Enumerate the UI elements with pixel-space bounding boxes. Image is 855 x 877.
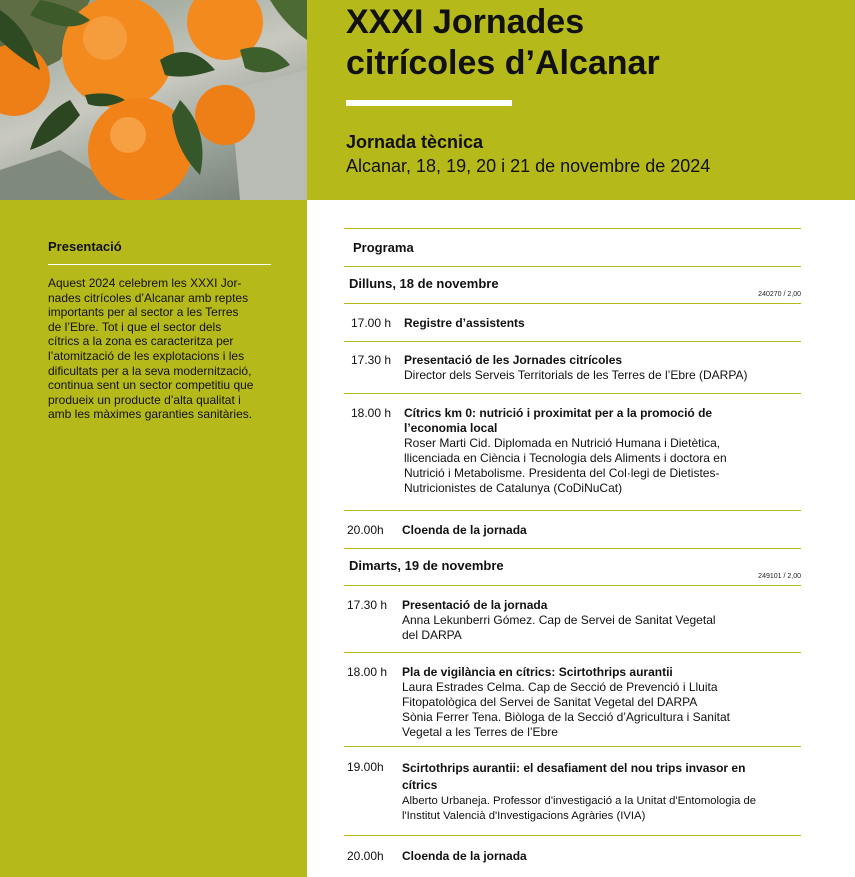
session-speaker: Alberto Urbaneja. Professor d'investigació a la Unitat d'Entomologia de	[402, 795, 757, 807]
session-title: Cítrics km 0: nutrició i proximitat per a la promoció de l’economia local	[404, 406, 713, 435]
presentation-line: nades citrícoles d’Alcanar amb reptes	[48, 290, 249, 305]
session-time: 20.00h	[347, 523, 384, 537]
presentation-line: Aquest 2024 celebrem les XXXI Jor-	[48, 276, 242, 290]
session-speaker: Director dels Serveis Territorials de les Terres de l’Ebre (DARPA)	[404, 368, 748, 382]
session-item	[344, 394, 801, 510]
session-details	[404, 353, 796, 383]
session-speaker: Nutrició i Metabolisme. Presidenta del Col·legi de Dietistes-	[404, 466, 720, 480]
session-time: 19.00h	[347, 760, 384, 774]
course-code: 249101 / 2,00	[758, 573, 801, 580]
presentation-line: l’atomització de les explotacions i les	[48, 348, 245, 363]
session-time: 20.00h	[347, 849, 384, 863]
session-speaker: Fitopatològica del Servei de Sanitat Vegetal del DARPA	[402, 695, 698, 709]
session-details	[404, 406, 764, 496]
presentation-panel	[0, 200, 307, 877]
session-title: Cloenda de la jornada	[402, 849, 527, 863]
session-item	[344, 342, 801, 393]
session-item	[344, 747, 801, 835]
session-item	[344, 586, 801, 652]
title-divider	[346, 100, 512, 106]
presentation-line: continua sent un sector competitiu que	[48, 378, 254, 393]
header-photo	[0, 0, 307, 200]
session-time: 18.00 h	[351, 406, 392, 420]
session-title: Cloenda de la jornada	[402, 523, 527, 537]
session-item	[344, 304, 801, 341]
event-subtitle: Jornada tècnica	[346, 132, 484, 152]
presentation-line: produeix un producte d’alta qualitat i	[48, 392, 241, 407]
presentation-heading: Presentació	[48, 239, 122, 254]
session-speaker: Vegetal a les Terres de l’Ebre	[402, 725, 558, 739]
session-speaker: l'Institut Valencià d'Investigacions Agràries (IVIA)	[402, 810, 646, 822]
presentation-text	[48, 276, 274, 422]
event-dates: Alcanar, 18, 19, 20 i 21 de novembre de 2024	[346, 156, 711, 176]
session-details	[402, 523, 794, 538]
program-section	[344, 228, 801, 866]
session-item	[344, 511, 801, 548]
session-speaker: Sònia Ferrer Tena. Biòloga de la Secció d’Agricultura i Sanitat	[402, 710, 730, 724]
program-heading: Programa	[353, 240, 414, 255]
session-item	[344, 836, 801, 866]
presentation-divider	[48, 264, 271, 265]
session-speaker: del DARPA	[402, 628, 462, 642]
session-time: 17.30 h	[351, 353, 392, 367]
header-banner	[307, 0, 855, 200]
session-time: 18.00 h	[347, 665, 388, 679]
session-time: 17.30 h	[347, 598, 388, 612]
title-line-1: XXXI Jornades	[346, 3, 585, 41]
course-code: 240270 / 2,00	[758, 291, 801, 298]
day-header-monday	[344, 267, 801, 303]
session-item	[344, 653, 801, 746]
session-speaker: Anna Lekunberri Gómez. Cap de Servei de Sanitat Vegetal	[402, 613, 716, 627]
session-title: Registre d’assistents	[404, 316, 525, 330]
session-speaker: Laura Estrades Celma. Cap de Secció de Prevenció i Lluita	[402, 680, 718, 694]
session-details	[404, 316, 796, 331]
session-title: Presentació de les Jornades citrícoles	[404, 353, 623, 367]
session-title: Pla de vigilància en cítrics: Scirtothrips aurantii	[402, 665, 673, 679]
presentation-line: importants per al sector a les Terres	[48, 305, 239, 320]
session-title: Presentació de la jornada	[402, 598, 548, 612]
presentation-line: dificultats per a la seva modernització,	[48, 363, 252, 378]
session-time: 17.00 h	[351, 316, 392, 330]
session-title: Scirtothrips aurantii: el desafiament del nou trips invasor en cítrics	[402, 761, 746, 792]
session-details	[402, 665, 794, 740]
session-speaker: Roser Marti Cid. Diplomada en Nutrició Humana i Dietètica,	[404, 436, 721, 450]
session-details	[402, 760, 782, 824]
session-speaker: Nutricionistes de Catalunya (CoDiNuCat)	[404, 481, 623, 495]
session-details	[402, 849, 794, 864]
presentation-line: de l’Ebre. Tot i que el sector dels	[48, 319, 222, 334]
day-header-tuesday	[344, 549, 801, 585]
presentation-line: amb les màximes garanties sanitàries.	[48, 407, 253, 422]
presentation-line: cítrics a la zona es caracteritza per	[48, 334, 234, 349]
page-title	[346, 2, 826, 84]
title-line-2: citrícoles d’Alcanar	[346, 44, 660, 82]
day-title: Dimarts, 19 de novembre	[349, 558, 504, 573]
session-details	[402, 598, 794, 643]
day-title: Dilluns, 18 de novembre	[349, 276, 499, 291]
session-speaker: llicenciada en Ciència i Tecnologia dels Aliments i doctora en	[404, 451, 727, 465]
